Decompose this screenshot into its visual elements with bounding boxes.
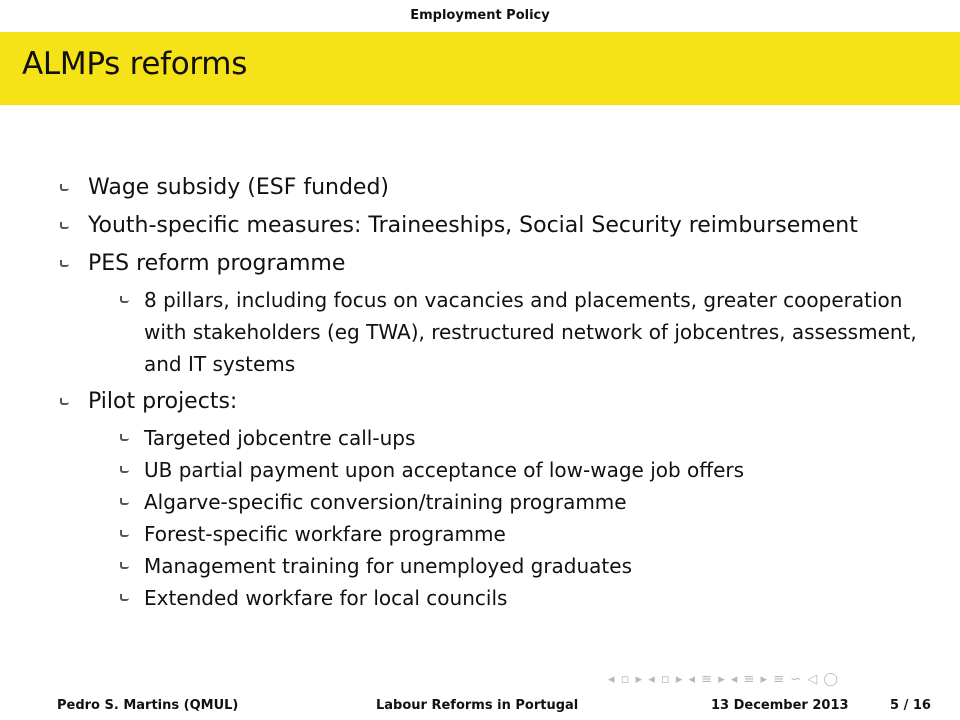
sub-list-item-text: Targeted jobcentre call-ups bbox=[144, 426, 416, 450]
section-header: Employment Policy bbox=[410, 8, 550, 23]
list-item-text: Pilot projects: bbox=[88, 389, 238, 414]
bullet-icon bbox=[60, 222, 69, 229]
sub-list-item bbox=[116, 284, 938, 380]
title-bar bbox=[0, 32, 960, 105]
sub-list-item-text: Extended workfare for local councils bbox=[144, 586, 508, 610]
footer-talk-title: Labour Reforms in Portugal bbox=[376, 698, 579, 713]
bullet-icon bbox=[120, 296, 129, 303]
sub-list-item-text: Forest-specific workfare programme bbox=[144, 522, 506, 546]
list-item bbox=[58, 386, 938, 614]
slide-title: ALMPs reforms bbox=[22, 46, 248, 82]
list-item-text: Wage subsidy (ESF funded) bbox=[88, 175, 390, 200]
sub-list-item-text: UB partial payment upon acceptance of low-wage job offers bbox=[144, 458, 745, 482]
footer bbox=[0, 692, 960, 720]
list-item bbox=[58, 248, 938, 380]
navigation-controls[interactable]: ◂ ▫ ▸ ◂ ▫ ▸ ◂ ≡ ▸ ◂ ≡ ▸ ≡ ∽ ◁ ◯ bbox=[608, 672, 839, 687]
bullet-icon bbox=[120, 562, 129, 569]
bullet-icon bbox=[120, 434, 129, 441]
bullet-list bbox=[58, 172, 938, 614]
bullet-icon bbox=[60, 398, 69, 405]
sub-list-item bbox=[116, 518, 938, 550]
sub-list-item bbox=[116, 486, 938, 518]
bullet-icon bbox=[120, 530, 129, 537]
sub-list-item-text: 8 pillars, including focus on vacancies and placements, greater cooperation with stakeholders (eg TWA), restructured network of jobcentres, assessment, and IT systems bbox=[144, 288, 917, 376]
list-item-text: Youth-specific measures: Traineeships, Social Security reimbursement bbox=[88, 213, 858, 238]
sub-list-item-text: Management training for unemployed graduates bbox=[144, 554, 632, 578]
sub-list bbox=[116, 284, 938, 380]
slide-content bbox=[58, 172, 938, 620]
sub-list-item bbox=[116, 550, 938, 582]
list-item bbox=[58, 210, 938, 242]
sub-list-item bbox=[116, 454, 938, 486]
sub-list-item bbox=[116, 582, 938, 614]
footer-date: 13 December 2013 bbox=[711, 698, 849, 713]
bullet-icon bbox=[120, 466, 129, 473]
footer-author: Pedro S. Martins (QMUL) bbox=[57, 698, 239, 713]
footer-page-number: 5 / 16 bbox=[890, 698, 931, 713]
bullet-icon bbox=[120, 594, 129, 601]
sub-list-item bbox=[116, 422, 938, 454]
sub-list bbox=[116, 422, 938, 614]
sub-list-item-text: Algarve-specific conversion/training programme bbox=[144, 490, 627, 514]
bullet-icon bbox=[60, 260, 69, 267]
bullet-icon bbox=[120, 498, 129, 505]
bullet-icon bbox=[60, 184, 69, 191]
list-item bbox=[58, 172, 938, 204]
list-item-text: PES reform programme bbox=[88, 251, 346, 276]
